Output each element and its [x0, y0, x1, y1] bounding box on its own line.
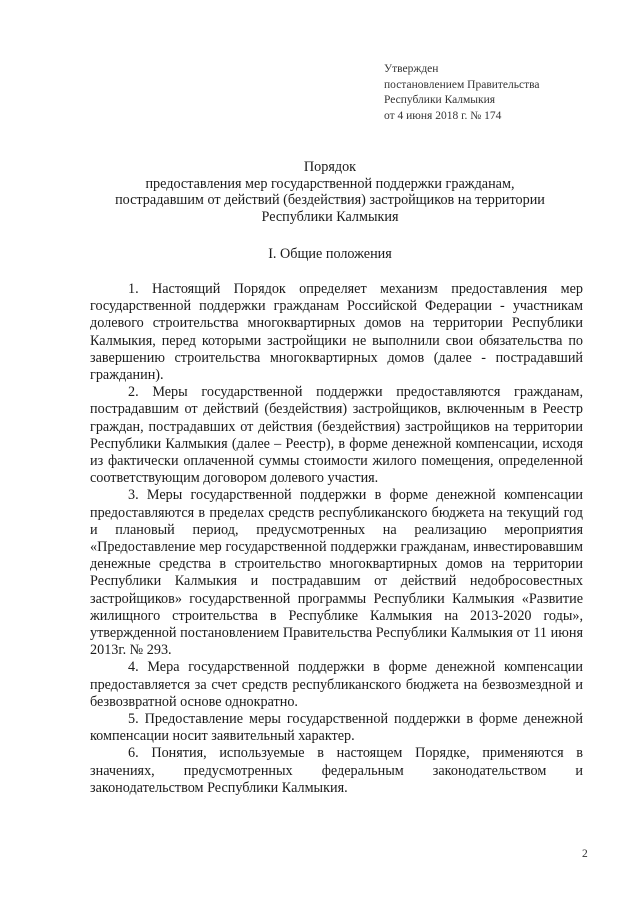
approval-line: Республики Калмыкия	[384, 94, 496, 106]
approval-block	[384, 62, 540, 124]
title-line: Республики Калмыкия	[261, 208, 399, 225]
paragraph: 4. Мера государственной поддержки в форме денежной компенсации предоставляется за счет средств республиканского бюджета на безвозмездной и безвозвратной основе однократно.	[90, 659, 583, 710]
approval-line: Утвержден	[384, 63, 439, 75]
paragraph: 2. Меры государственной поддержки предоставляются гражданам, пострадавшим от действий (бездействия) застройщиков, включенным в Реестр граждан, пострадавших от действия (бездействия) застройщиков на территории Республики Калмыкия (далее – Реестр), в форме денежной компенсации, исходя из фактически оплаченной суммы стоимости жилого помещения, определенной соответствующим договором долевого участия.	[90, 384, 583, 487]
page-number: 2	[582, 848, 588, 860]
approval-date: от 4 июня 2018 г. № 174	[384, 109, 502, 122]
approval-line: постановлением Правительства	[384, 78, 540, 91]
document-body	[90, 281, 583, 797]
title-line: Порядок	[303, 159, 357, 175]
paragraph: 6. Понятия, используемые в настоящем Порядке, применяются в значениях, предусмотренных федеральным законодательством и законодательством Республики Калмыкия.	[90, 745, 583, 796]
title-line: пострадавшим от действий (бездействия) застройщиков на территории	[115, 192, 545, 208]
title-line: предоставления мер государственной поддержки гражданам,	[145, 175, 515, 192]
paragraph: 1. Настоящий Порядок определяет механизм предоставления мер государственной поддержки гражданам Российской Федерации - участникам долевого строительства многоквартирных домов на территории Республики Калмыкия, перед которыми застройщики не выполнили свои обязательства по завершению строительства многоквартирных домов (далее - пострадавший гражданин).	[90, 281, 583, 384]
section-heading: I. Общие положения	[268, 246, 392, 262]
document-title	[80, 159, 580, 225]
paragraph: 5. Предоставление меры государственной поддержки в форме денежной компенсации носит заявительный характер.	[90, 711, 583, 745]
paragraph: 3. Меры государственной поддержки в форме денежной компенсации предоставляются в пределах средств республиканского бюджета на текущий год и плановый период, предусмотренных на реализацию мероприятия «Предоставление мер государственной поддержки гражданам, инвестировавшим денежные средства в строительство многоквартирных домов на территории Республики Калмыкия и пострадавшим от действий недобросовестных застройщиков» государственной программы Республики Калмыкия «Развитие жилищного строительства в Республике Калмыкия на 2013-2020 годы», утвержденной постановлением Правительства Республики Калмыкия от 11 июня 2013г. № 293.	[90, 487, 583, 659]
